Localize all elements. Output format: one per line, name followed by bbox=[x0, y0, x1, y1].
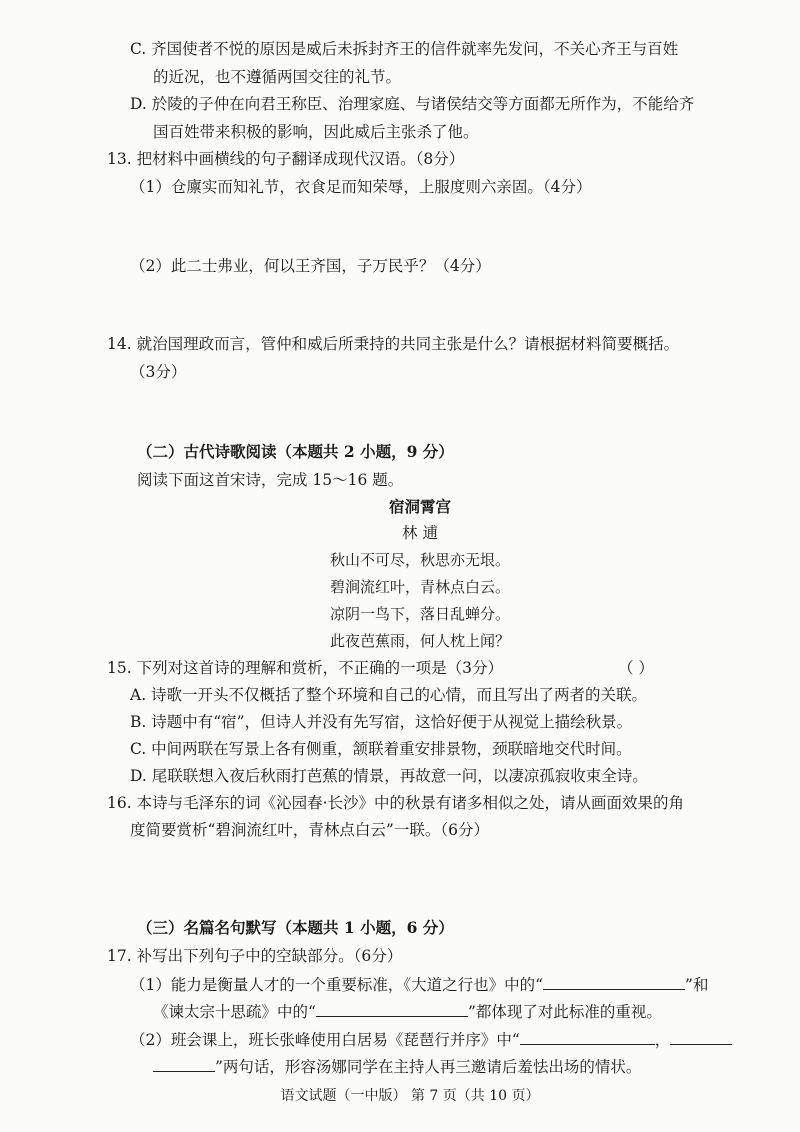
q15-option-b: B. 诗题中有“宿”，但诗人并没有先写宿，这恰好便于从视觉上描绘秋景。 bbox=[130, 713, 633, 731]
section3-title: （三）名篇名句默写（本题共 1 小题，6 分） bbox=[137, 918, 454, 937]
section2-intro: 阅读下面这首宋诗，完成 15～16 题。 bbox=[137, 471, 404, 489]
q17-sub1-text-b: ”和 bbox=[685, 976, 709, 994]
q12-option-c-line2: 的近况，也不遵循两国交往的礼节。 bbox=[153, 68, 402, 86]
q12-option-d-line2: 国百姓带来积极的影响，因此威后主张杀了他。 bbox=[153, 123, 479, 141]
q17-blank-4[interactable] bbox=[670, 1028, 732, 1045]
q17-blank-3[interactable] bbox=[520, 1028, 655, 1045]
poem-line-1: 秋山不可尽，秋思亦无垠。 bbox=[329, 551, 510, 569]
q15-stem: 15. 下列对这首诗的理解和赏析，不正确的一项是（3分） bbox=[107, 659, 503, 677]
q13-stem: 13. 把材料中画横线的句子翻译成现代汉语。（8分） bbox=[107, 150, 465, 168]
q17-stem: 17. 补写出下列句子中的空缺部分。（6分） bbox=[107, 947, 403, 965]
q17-sub2-text-a: （2）班会课上，班长张峰使用白居易《琵琶行并序》中“ bbox=[130, 1031, 520, 1049]
q17-blank-2[interactable] bbox=[316, 1000, 468, 1017]
poem-line-2: 碧涧流红叶，青林点白云。 bbox=[329, 578, 510, 596]
section2-title: （二）古代诗歌阅读（本题共 2 小题，9 分） bbox=[137, 442, 454, 461]
q14-line1: 14. 就治国理政而言，管仲和威后所秉持的共同主张是什么？请根据材料简要概括。 bbox=[107, 335, 680, 353]
q17-blank-1[interactable] bbox=[543, 973, 685, 990]
q15-answer-paren[interactable]: （ ） bbox=[618, 659, 654, 677]
q15-option-a: A. 诗歌一开头不仅概括了整个环境和自己的心情，而且写出了两者的关联。 bbox=[130, 686, 648, 704]
poem-line-4: 此夜芭蕉雨，何人枕上闻？ bbox=[329, 632, 510, 650]
q17-sub1-line2 bbox=[153, 1000, 662, 1023]
q17-sub1-text-d: ”都体现了对此标准的重视。 bbox=[467, 1003, 662, 1021]
q15-option-d: D. 尾联联想入夜后秋雨打芭蕉的情景，再故意一问，以凄凉孤寂收束全诗。 bbox=[130, 767, 648, 785]
poem-author: 林 逋 bbox=[402, 524, 438, 542]
q16-line1: 16. 本诗与毛泽东的词《沁园春·长沙》中的秋景有诸多相似之处，请从画面效果的角 bbox=[107, 794, 685, 812]
q16-line2: 度简要赏析“碧涧流红叶，青林点白云”一联。（6分） bbox=[130, 821, 489, 839]
q17-sub2-text-b: ， bbox=[654, 1031, 671, 1049]
q14-line2: （3分） bbox=[130, 363, 187, 381]
q17-sub1-text-c: 《谏太宗十思疏》中的“ bbox=[153, 1003, 316, 1021]
poem-title: 宿洞霄宫 bbox=[388, 497, 451, 516]
q17-sub2-text-c: ”两句话，形容汤娜同学在主持人再三邀请后羞怯出场的情状。 bbox=[215, 1058, 642, 1076]
q17-sub2-line1 bbox=[130, 1028, 732, 1051]
q12-option-d-line1: D. 於陵的子仲在向君王称臣、治理家庭、与诸侯结交等方面都无所作为，不能给齐 bbox=[130, 95, 695, 113]
q13-sub2: （2）此二士弗业，何以王齐国，子万民乎？（4分） bbox=[130, 257, 491, 275]
q17-sub2-line2 bbox=[153, 1055, 641, 1078]
q13-sub1: （1）仓廪实而知礼节，衣食足而知荣辱，上服度则六亲固。（4分） bbox=[130, 178, 592, 196]
q12-option-c-line1: C. 齐国使者不悦的原因是威后未拆封齐王的信件就率先发问，不关心齐王与百姓 bbox=[130, 40, 679, 58]
q15-option-c: C. 中间两联在写景上各有侧重，颔联着重安排景物，颈联暗地交代时间。 bbox=[130, 740, 632, 758]
q17-blank-5[interactable] bbox=[153, 1055, 215, 1072]
q17-sub1-line1 bbox=[130, 973, 708, 996]
poem-line-3: 凉阴一鸟下，落日乱蝉分。 bbox=[329, 605, 510, 623]
page-footer: 语文试题（一中版） 第 7 页（共 10 页） bbox=[280, 1088, 540, 1104]
q17-sub1-text-a: （1）能力是衡量人才的一个重要标准，《大道之行也》中的“ bbox=[130, 976, 544, 994]
